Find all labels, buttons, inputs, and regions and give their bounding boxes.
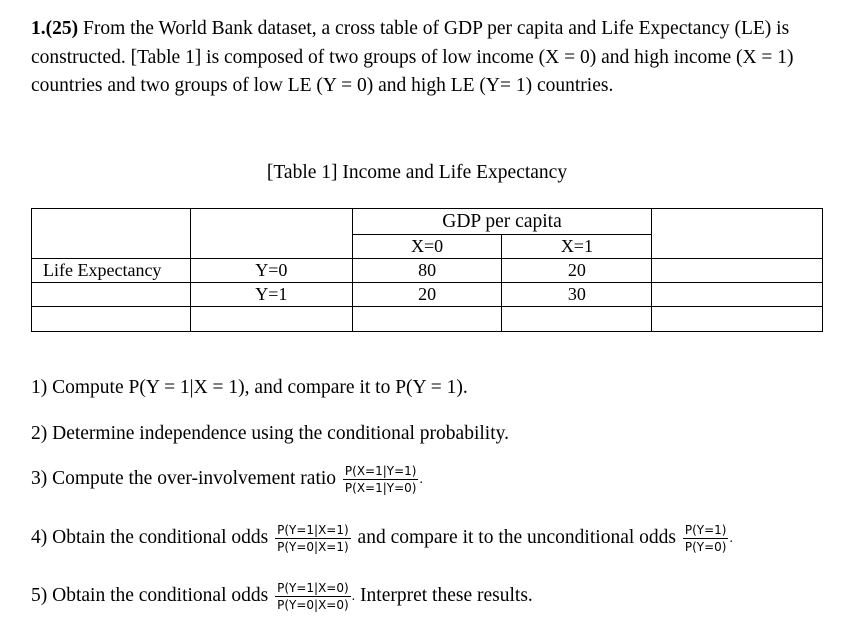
problem-number: 1.(25) [31, 18, 79, 39]
row-group-label: Life Expectancy [32, 259, 191, 283]
column-header: X=1 [502, 235, 652, 259]
table-row [32, 259, 823, 283]
table-row [32, 283, 823, 307]
fraction-conditional-odds: $\frac{P(Y=1|X=1)}{P(Y=0|X=1)}$ [277, 523, 349, 554]
table-cell: 30 [502, 283, 652, 307]
table-subheader-row [32, 235, 823, 259]
table-cell: 20 [352, 283, 502, 307]
fraction-conditional-odds-x0: $\frac{P(Y=1|X=0)}{P(Y=0|X=0)}$ [277, 581, 349, 612]
problem-text: From the World Bank dataset, a cross table of GDP per capita and Life Expectancy (LE) is constructed. [Table 1] is composed of two groups of low income (X = 0) and high income (X = 1) countries and two groups of low LE (Y = 0) and high LE (Y= 1) countries. [31, 18, 794, 96]
column-header: X=0 [352, 235, 502, 259]
problem-statement [31, 15, 831, 101]
question-5: 5) Obtain the conditional odds $\frac{P(Y=1|X=0)}{P(Y=0|X=0)}$ . Interpret these results. [31, 581, 533, 612]
fraction-over-involvement: $\frac{P(X=1|Y=1)}{P(X=1|Y=0)}$ [344, 464, 417, 495]
row-label: Y=1 [190, 283, 352, 307]
table-cell: 80 [352, 259, 502, 283]
table-cell: 20 [502, 259, 652, 283]
table-row [32, 307, 823, 332]
question-4: 4) Obtain the conditional odds $\frac{P(Y=1|X=1)}{P(Y=0|X=1)}$ and compare it to the unconditional odds $\frac{P(Y=1)}{P(Y=0)}$ . [31, 523, 733, 554]
table-header-row [32, 209, 823, 235]
fraction-unconditional-odds: $\frac{P(Y=1)}{P(Y=0)}$ [684, 523, 727, 554]
row-label: Y=0 [190, 259, 352, 283]
column-group-header: GDP per capita [352, 209, 652, 235]
question-3: 3) Compute the over-involvement ratio $\frac{P(X=1|Y=1)}{P(X=1|Y=0)}$ . [31, 464, 423, 495]
question-2: 2) Determine independence using the conditional probability. [31, 423, 509, 444]
cross-table [31, 208, 823, 332]
table-caption: [Table 1] Income and Life Expectancy [266, 162, 568, 183]
question-1: 1) Compute P(Y = 1|X = 1), and compare it to P(Y = 1). [31, 377, 468, 398]
